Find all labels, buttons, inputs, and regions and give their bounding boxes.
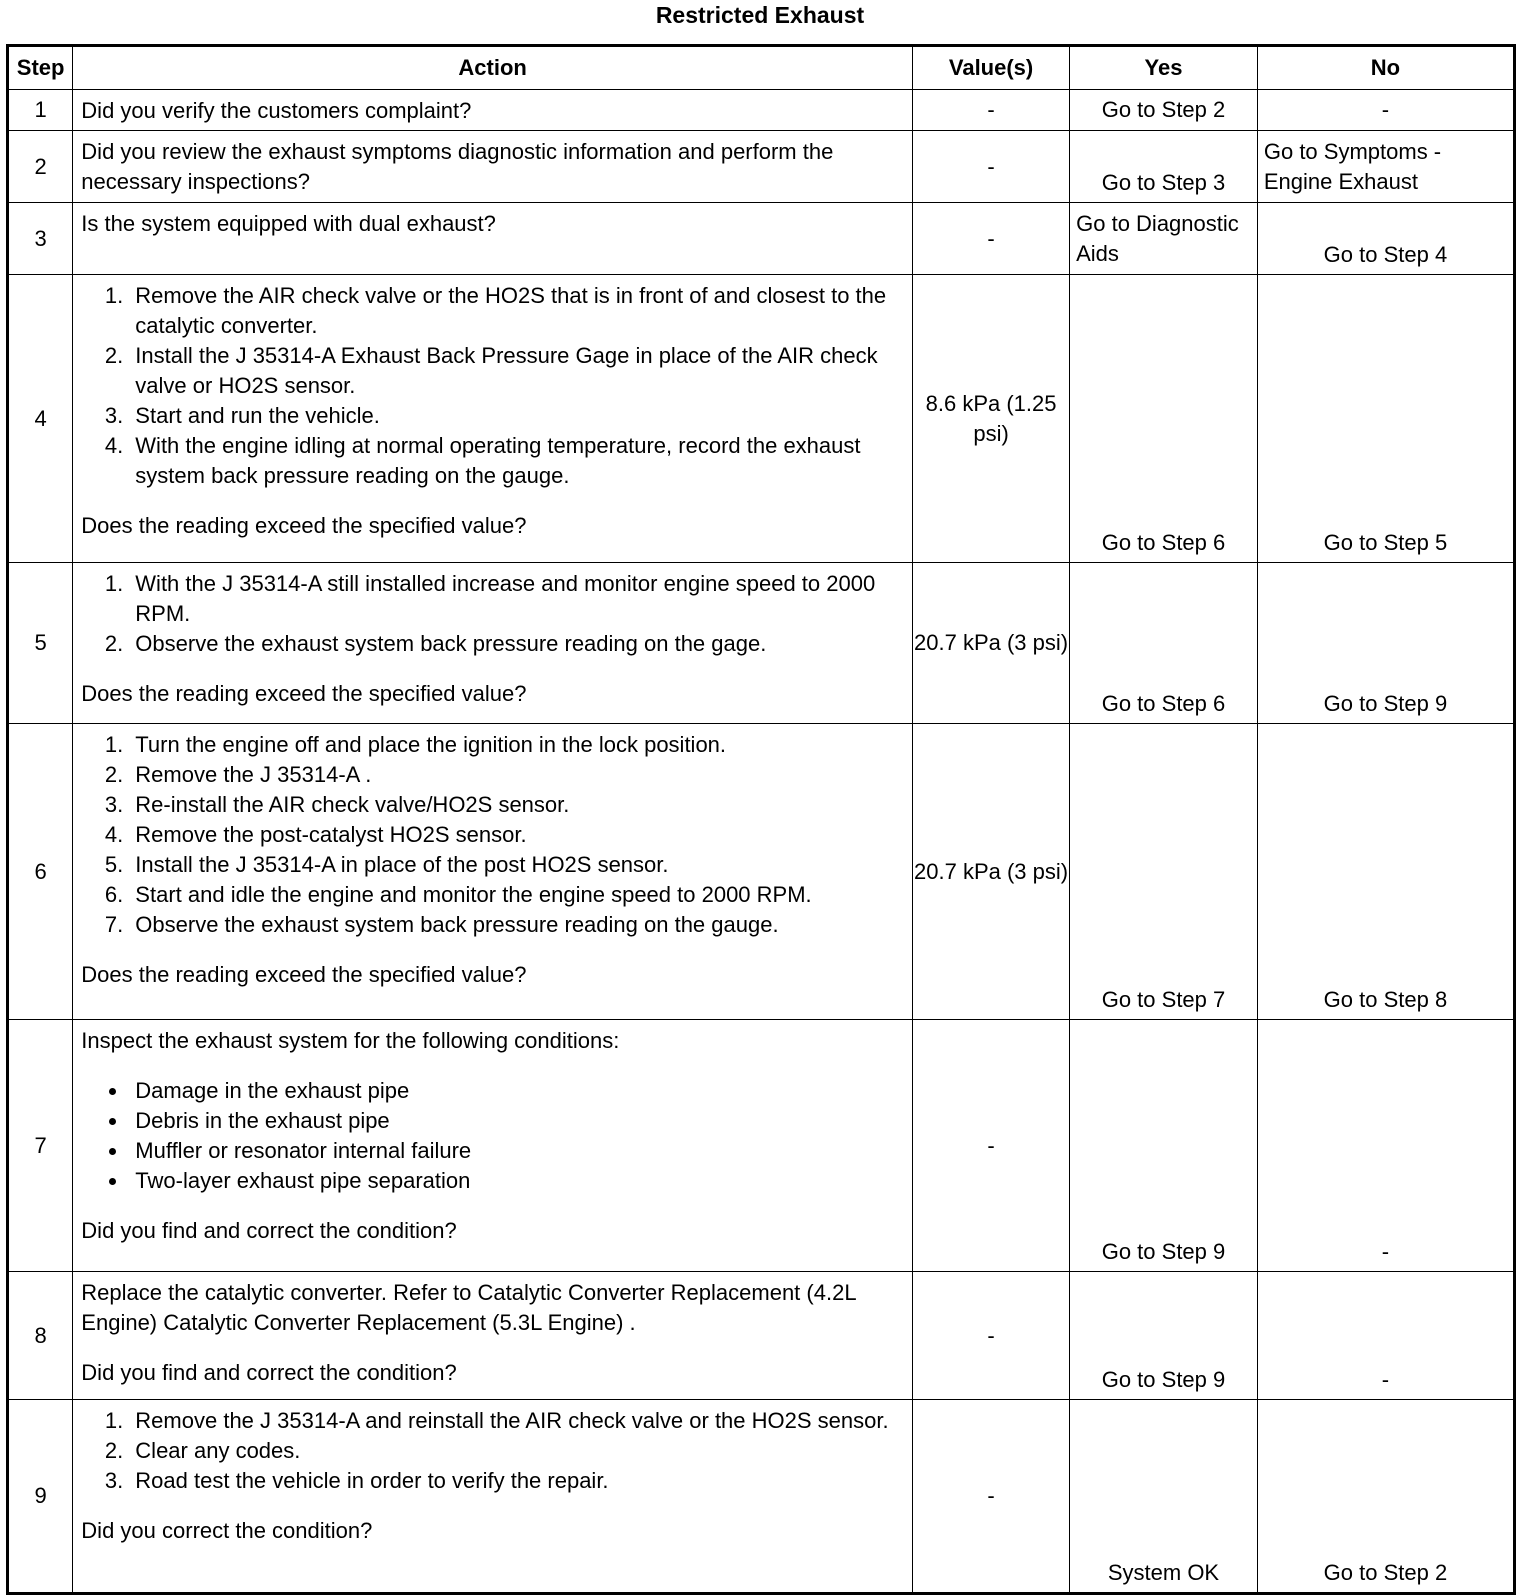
- header-action: Action: [73, 46, 913, 90]
- step-number: 6: [8, 724, 73, 1020]
- yes-cell: Go to Step 7: [1070, 724, 1258, 1020]
- table-row: [8, 275, 1515, 563]
- list-item: 3. Start and run the vehicle.: [129, 401, 906, 431]
- action-cell: [73, 724, 913, 1020]
- header-values: Value(s): [913, 46, 1070, 90]
- list-item: 1. Remove the AIR check valve or the HO2S that is in front of and closest to the catalytic converter.: [129, 281, 906, 341]
- yes-cell: Go to Diagnostic Aids: [1070, 203, 1258, 275]
- list-item: 1. Remove the J 35314-A and reinstall the AIR check valve or the HO2S sensor.: [129, 1406, 906, 1436]
- step-number: 4: [8, 275, 73, 563]
- table-row: [8, 90, 1515, 131]
- list-item: 1. Turn the engine off and place the ignition in the lock position.: [129, 730, 906, 760]
- header-no: No: [1257, 46, 1514, 90]
- list-item: 2. Remove the J 35314-A .: [129, 760, 906, 790]
- list-item: • Muffler or resonator internal failure: [129, 1136, 906, 1166]
- list-item: 6. Start and idle the engine and monitor the engine speed to 2000 RPM.: [129, 880, 906, 910]
- no-cell: Go to Step 9: [1257, 563, 1514, 724]
- value-cell: 8.6 kPa (1.25 psi): [913, 275, 1070, 563]
- header-row: [8, 46, 1515, 90]
- table-row: [8, 563, 1515, 724]
- header-step: Step: [8, 46, 73, 90]
- no-cell: -: [1257, 90, 1514, 131]
- no-cell: Go to Step 8: [1257, 724, 1514, 1020]
- action-question: Does the reading exceed the specified value?: [81, 962, 527, 987]
- numbered-list: [81, 281, 906, 491]
- list-item: 3. Road test the vehicle in order to verify the repair.: [129, 1466, 906, 1496]
- table-row: [8, 203, 1515, 275]
- yes-cell: Go to Step 2: [1070, 90, 1258, 131]
- no-cell: Go to Step 5: [1257, 275, 1514, 563]
- action-cell: [73, 1272, 913, 1400]
- action-cell: [73, 1400, 913, 1594]
- list-item: • Debris in the exhaust pipe: [129, 1106, 906, 1136]
- action-cell: [73, 563, 913, 724]
- action-question: Does the reading exceed the specified value?: [81, 513, 527, 538]
- action-question: Does the reading exceed the specified value?: [81, 681, 527, 706]
- numbered-list: [81, 1406, 906, 1496]
- action-question: Did you find and correct the condition?: [81, 1218, 457, 1243]
- numbered-list: [81, 730, 906, 940]
- value-cell: -: [913, 131, 1070, 203]
- step-number: 2: [8, 131, 73, 203]
- action-intro: Replace the catalytic converter. Refer to Catalytic Converter Replacement (4.2L Engine) Catalytic Converter Replacement (5.3L Engine) .: [81, 1280, 856, 1335]
- list-item: 5. Install the J 35314-A in place of the post HO2S sensor.: [129, 850, 906, 880]
- list-item: 7. Observe the exhaust system back pressure reading on the gauge.: [129, 910, 906, 940]
- value-cell: -: [913, 1400, 1070, 1594]
- value-cell: -: [913, 1020, 1070, 1272]
- list-item: 4. Remove the post-catalyst HO2S sensor.: [129, 820, 906, 850]
- action-cell: [73, 1020, 913, 1272]
- value-cell: -: [913, 90, 1070, 131]
- action-intro: Inspect the exhaust system for the following conditions:: [81, 1028, 620, 1053]
- action-cell: [73, 131, 913, 203]
- action-question: Did you correct the condition?: [81, 1518, 373, 1543]
- table-row: [8, 724, 1515, 1020]
- action-cell: [73, 203, 913, 275]
- yes-cell: Go to Step 9: [1070, 1020, 1258, 1272]
- list-item: • Two-layer exhaust pipe separation: [129, 1166, 906, 1196]
- diagnostic-table: [6, 44, 1516, 1595]
- yes-cell: Go to Step 6: [1070, 563, 1258, 724]
- header-yes: Yes: [1070, 46, 1258, 90]
- bullet-list: [81, 1076, 906, 1196]
- action-text: Did you verify the customers complaint?: [81, 98, 472, 123]
- table-row: [8, 1272, 1515, 1400]
- yes-cell: Go to Step 3: [1070, 131, 1258, 203]
- action-text: Is the system equipped with dual exhaust?: [81, 211, 496, 236]
- table-row: [8, 1400, 1515, 1594]
- no-cell: Go to Symptoms - Engine Exhaust: [1257, 131, 1514, 203]
- list-item: 2. Observe the exhaust system back pressure reading on the gage.: [129, 629, 906, 659]
- action-question: Did you find and correct the condition?: [81, 1360, 457, 1385]
- action-cell: [73, 90, 913, 131]
- action-text: Did you review the exhaust symptoms diagnostic information and perform the necessary inspections?: [81, 139, 834, 194]
- step-number: 1: [8, 90, 73, 131]
- yes-cell: Go to Step 9: [1070, 1272, 1258, 1400]
- step-number: 5: [8, 563, 73, 724]
- value-cell: 20.7 kPa (3 psi): [913, 563, 1070, 724]
- list-item: • Damage in the exhaust pipe: [129, 1076, 906, 1106]
- no-cell: -: [1257, 1272, 1514, 1400]
- step-number: 9: [8, 1400, 73, 1594]
- step-number: 3: [8, 203, 73, 275]
- step-number: 8: [8, 1272, 73, 1400]
- list-item: 3. Re-install the AIR check valve/HO2S sensor.: [129, 790, 906, 820]
- table-row: [8, 131, 1515, 203]
- list-item: 2. Clear any codes.: [129, 1436, 906, 1466]
- value-cell: 20.7 kPa (3 psi): [913, 724, 1070, 1020]
- value-cell: -: [913, 203, 1070, 275]
- yes-cell: System OK: [1070, 1400, 1258, 1594]
- table-row: [8, 1020, 1515, 1272]
- no-cell: Go to Step 4: [1257, 203, 1514, 275]
- step-number: 7: [8, 1020, 73, 1272]
- list-item: 2. Install the J 35314-A Exhaust Back Pressure Gage in place of the AIR check valve or HO2S sensor.: [129, 341, 906, 401]
- page-title: Restricted Exhaust: [655, 2, 865, 28]
- no-cell: Go to Step 2: [1257, 1400, 1514, 1594]
- yes-cell: Go to Step 6: [1070, 275, 1258, 563]
- list-item: 1. With the J 35314-A still installed increase and monitor engine speed to 2000 RPM.: [129, 569, 906, 629]
- value-cell: -: [913, 1272, 1070, 1400]
- numbered-list: [81, 569, 906, 659]
- list-item: 4. With the engine idling at normal operating temperature, record the exhaust system back pressure reading on the gauge.: [129, 431, 906, 491]
- action-cell: [73, 275, 913, 563]
- no-cell: -: [1257, 1020, 1514, 1272]
